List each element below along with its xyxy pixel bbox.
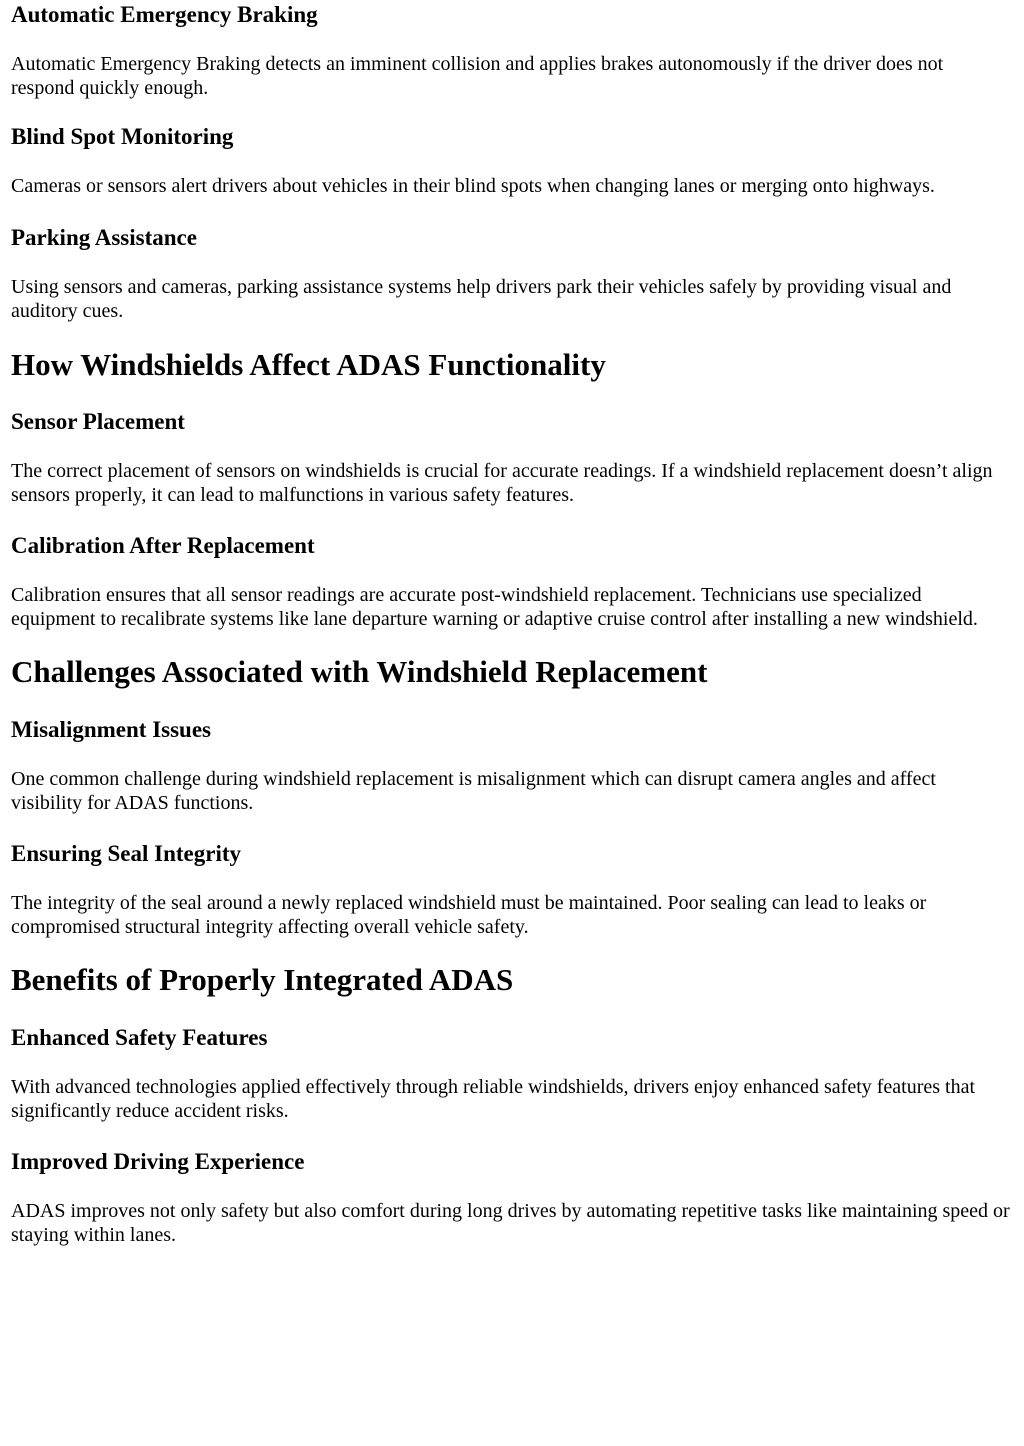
- paragraph-calibration-after-replacement: Calibration ensures that all sensor readings are accurate post-windshield replacement. Technicians use specialized equipment to recalibrate systems like lane departure warning or adaptive cruise control after installing a new windshield.: [11, 584, 978, 630]
- heading-benefits-integrated-adas: Benefits of Properly Integrated ADAS: [11, 962, 514, 997]
- paragraph-blind-spot-monitoring: Cameras or sensors alert drivers about vehicles in their blind spots when changing lanes or merging onto highways.: [11, 175, 935, 197]
- heading-how-windshields-affect-adas: How Windshields Affect ADAS Functionality: [11, 347, 606, 382]
- paragraph-enhanced-safety-features: With advanced technologies applied effectively through reliable windshields, drivers enjoy enhanced safety features that significantly reduce accident risks.: [11, 1076, 976, 1122]
- heading-challenges-windshield-replacement: Challenges Associated with Windshield Replacement: [11, 654, 708, 689]
- paragraph-parking-assistance: Using sensors and cameras, parking assistance systems help drivers park their vehicles safely by providing visual and auditory cues.: [11, 276, 952, 322]
- heading-automatic-emergency-braking: Automatic Emergency Braking: [11, 2, 318, 27]
- paragraph-ensuring-seal-integrity: The integrity of the seal around a newly replaced windshield must be maintained. Poor sealing can lead to leaks or compromised structural integrity affecting overall vehicle safety.: [11, 892, 927, 938]
- paragraph-sensor-placement: The correct placement of sensors on windshields is crucial for accurate readings. If a windshield replacement doesn’t align sensors properly, it can lead to malfunctions in various safety features.: [11, 460, 993, 506]
- heading-misalignment-issues: Misalignment Issues: [11, 717, 211, 742]
- paragraph-automatic-emergency-braking: Automatic Emergency Braking detects an imminent collision and applies brakes autonomously if the driver does not respond quickly enough.: [11, 53, 944, 99]
- heading-sensor-placement: Sensor Placement: [11, 409, 185, 434]
- paragraph-improved-driving-experience: ADAS improves not only safety but also comfort during long drives by automating repetitive tasks like maintaining speed or staying within lanes.: [11, 1200, 1010, 1246]
- paragraph-misalignment-issues: One common challenge during windshield replacement is misalignment which can disrupt camera angles and affect visibility for ADAS functions.: [11, 768, 936, 814]
- heading-ensuring-seal-integrity: Ensuring Seal Integrity: [11, 841, 242, 866]
- heading-improved-driving-experience: Improved Driving Experience: [11, 1149, 305, 1174]
- heading-parking-assistance: Parking Assistance: [11, 225, 197, 250]
- heading-blind-spot-monitoring: Blind Spot Monitoring: [11, 124, 234, 149]
- heading-enhanced-safety-features: Enhanced Safety Features: [11, 1025, 268, 1050]
- heading-calibration-after-replacement: Calibration After Replacement: [11, 533, 315, 558]
